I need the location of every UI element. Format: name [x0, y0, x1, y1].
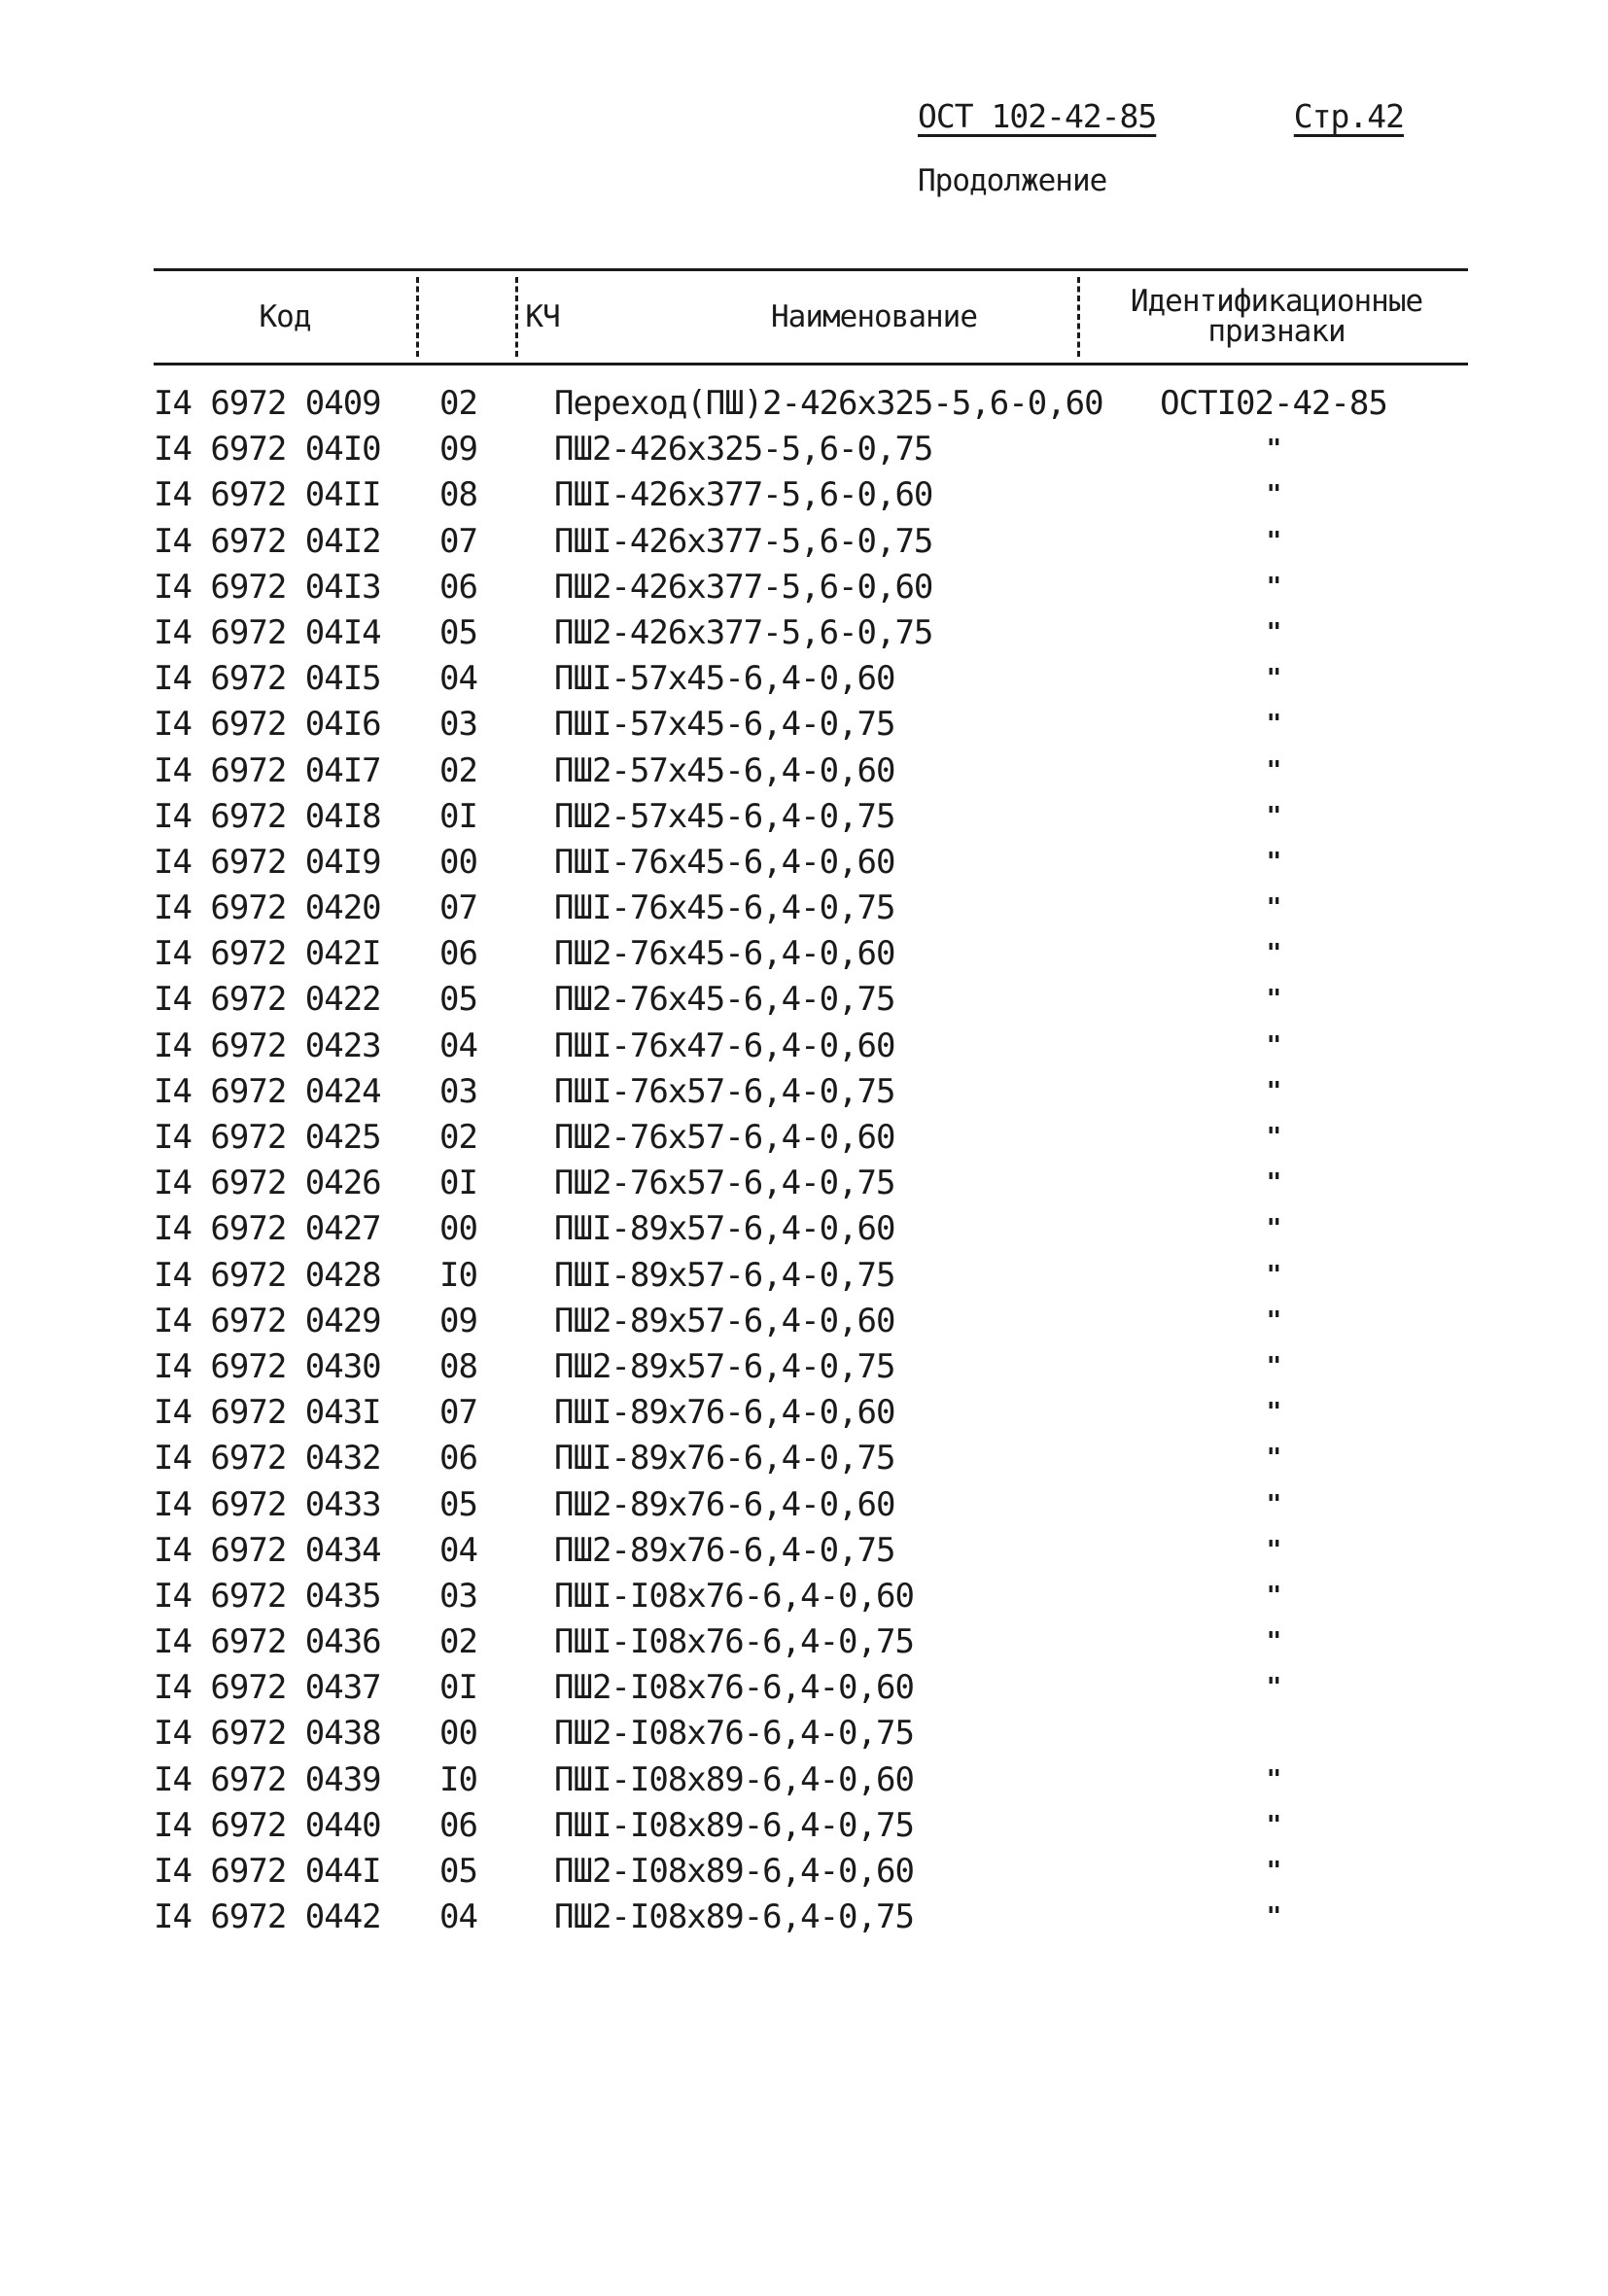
row-identification: "	[1266, 1535, 1281, 1565]
row-kch: 06	[439, 1805, 477, 1845]
table-row	[154, 519, 1468, 565]
row-name: ПШ2-426x377-5,6-0,60	[554, 567, 933, 607]
table-row	[154, 886, 1468, 931]
row-identification: "	[1266, 526, 1281, 556]
row-name: ПШI-89x57-6,4-0,75	[554, 1255, 895, 1295]
continuation-label: Продолжение	[918, 163, 1107, 198]
table-header	[154, 268, 1468, 365]
row-code: I4 6972 04I6	[154, 705, 381, 745]
table-row	[154, 840, 1468, 886]
row-kch: 00	[439, 842, 477, 882]
row-kch: 02	[439, 1118, 477, 1157]
row-kch: I0	[439, 1759, 477, 1799]
row-code: I4 6972 0429	[154, 1301, 381, 1340]
row-kch: 04	[439, 659, 477, 699]
row-name: ПШ2-I08x76-6,4-0,60	[554, 1668, 914, 1708]
row-code: I4 6972 0435	[154, 1576, 381, 1616]
row-code: I4 6972 042I	[154, 934, 381, 974]
row-name: ПШ2-426x377-5,6-0,75	[554, 612, 933, 652]
row-code: I4 6972 0432	[154, 1439, 381, 1478]
row-identification: "	[1266, 1351, 1281, 1381]
row-kch: 0I	[439, 1164, 477, 1203]
table-row	[154, 748, 1468, 794]
row-identification: "	[1266, 1810, 1281, 1840]
row-identification: "	[1266, 755, 1281, 785]
row-name: ПШI-57x45-6,4-0,75	[554, 705, 895, 745]
row-kch: 04	[439, 1530, 477, 1570]
row-identification: "	[1266, 1076, 1281, 1106]
row-code: I4 6972 04I2	[154, 521, 381, 561]
row-kch: 02	[439, 384, 477, 423]
standard-number: ОСТ 102-42-85	[918, 97, 1157, 135]
row-identification: "	[1266, 664, 1281, 694]
row-kch: 06	[439, 1439, 477, 1478]
row-name: ПШI-I08x76-6,4-0,75	[554, 1622, 914, 1662]
row-code: I4 6972 0428	[154, 1255, 381, 1295]
row-name: Переход(ПШ)2-426x325-5,6-0,60	[554, 384, 1103, 423]
row-code: I4 6972 04I3	[154, 567, 381, 607]
row-name: ПШ2-57x45-6,4-0,75	[554, 796, 895, 836]
row-name: ПШ2-89x76-6,4-0,60	[554, 1484, 895, 1524]
row-code: I4 6972 04I8	[154, 796, 381, 836]
row-code: I4 6972 04II	[154, 475, 381, 515]
table-row	[154, 1390, 1468, 1436]
table-row	[154, 1161, 1468, 1206]
row-kch: 03	[439, 705, 477, 745]
table-body	[154, 381, 1468, 1940]
table-row	[154, 1024, 1468, 1069]
row-kch: 08	[439, 1346, 477, 1386]
row-code: I4 6972 0433	[154, 1484, 381, 1524]
row-name: ПШI-76x45-6,4-0,60	[554, 842, 895, 882]
table-row	[154, 1344, 1468, 1390]
row-identification: "	[1266, 435, 1281, 465]
row-code: I4 6972 0423	[154, 1026, 381, 1065]
row-code: I4 6972 0440	[154, 1805, 381, 1845]
row-name: ПШI-I08x76-6,4-0,60	[554, 1576, 914, 1616]
row-identification: "	[1266, 1030, 1281, 1061]
table-row	[154, 1115, 1468, 1161]
table-row	[154, 1299, 1468, 1344]
row-identification: "	[1266, 1168, 1281, 1199]
row-code: I4 6972 0427	[154, 1209, 381, 1249]
row-identification: "	[1266, 1627, 1281, 1657]
table-row	[154, 1528, 1468, 1574]
row-code: I4 6972 0442	[154, 1897, 381, 1937]
row-identification: "	[1266, 801, 1281, 831]
row-kch: 09	[439, 430, 477, 470]
row-kch: 05	[439, 612, 477, 652]
row-name: ПШI-426x377-5,6-0,75	[554, 521, 933, 561]
row-kch: 0I	[439, 796, 477, 836]
row-name: ПШI-I08x89-6,4-0,75	[554, 1805, 914, 1845]
row-name: ПШ2-89x76-6,4-0,75	[554, 1530, 895, 1570]
row-kch: 05	[439, 980, 477, 1020]
row-name: ПШ2-89x57-6,4-0,75	[554, 1346, 895, 1386]
row-kch: 00	[439, 1209, 477, 1249]
row-identification: "	[1266, 1581, 1281, 1611]
document-header	[918, 97, 1404, 140]
row-code: I4 6972 0409	[154, 384, 381, 423]
row-identification: "	[1266, 1260, 1281, 1290]
row-name: ПШ2-76x45-6,4-0,75	[554, 980, 895, 1020]
row-name: ПШI-89x76-6,4-0,75	[554, 1439, 895, 1478]
row-name: ПШI-I08x89-6,4-0,60	[554, 1759, 914, 1799]
row-code: I4 6972 04I9	[154, 842, 381, 882]
row-name: ПШI-426x377-5,6-0,60	[554, 475, 933, 515]
row-kch: 04	[439, 1026, 477, 1065]
row-identification: ОСТI02-42-85	[1160, 384, 1387, 423]
table-row	[154, 1895, 1468, 1940]
column-header-kch: КЧ	[525, 298, 560, 334]
page-number: Стр.42	[1293, 97, 1404, 135]
row-code: I4 6972 04I0	[154, 430, 381, 470]
row-kch: 07	[439, 1393, 477, 1433]
table-row	[154, 610, 1468, 656]
row-kch: 0I	[439, 1668, 477, 1708]
row-kch: 06	[439, 567, 477, 607]
row-kch: 05	[439, 1484, 477, 1524]
column-header-id: Идентификационные признаки	[1130, 284, 1423, 349]
table-row	[154, 1803, 1468, 1849]
row-identification: "	[1266, 1398, 1281, 1428]
row-kch: 03	[439, 1576, 477, 1616]
row-name: ПШ2-426x325-5,6-0,75	[554, 430, 933, 470]
row-identification: "	[1266, 1673, 1281, 1703]
table-row	[154, 1069, 1468, 1115]
row-code: I4 6972 043I	[154, 1393, 381, 1433]
row-name: ПШ2-I08x89-6,4-0,60	[554, 1852, 914, 1891]
row-code: I4 6972 0438	[154, 1714, 381, 1754]
row-kch: I0	[439, 1255, 477, 1295]
row-code: I4 6972 044I	[154, 1852, 381, 1891]
row-kch: 02	[439, 750, 477, 790]
row-kch: 05	[439, 1852, 477, 1891]
row-name: ПШI-76x45-6,4-0,75	[554, 888, 895, 928]
table-row	[154, 794, 1468, 840]
table-row	[154, 1482, 1468, 1528]
row-code: I4 6972 0422	[154, 980, 381, 1020]
table-row	[154, 1619, 1468, 1665]
row-identification: "	[1266, 480, 1281, 510]
row-code: I4 6972 0420	[154, 888, 381, 928]
row-code: I4 6972 0430	[154, 1346, 381, 1386]
row-code: I4 6972 0437	[154, 1668, 381, 1708]
row-identification: "	[1266, 710, 1281, 740]
row-kch: 04	[439, 1897, 477, 1937]
table-row	[154, 381, 1468, 427]
row-identification: "	[1266, 985, 1281, 1015]
column-separator	[1077, 277, 1080, 357]
table-row	[154, 656, 1468, 702]
row-kch: 00	[439, 1714, 477, 1754]
row-kch: 07	[439, 888, 477, 928]
row-identification: "	[1266, 1305, 1281, 1336]
row-name: ПШI-57x45-6,4-0,60	[554, 659, 895, 699]
row-identification: "	[1266, 1764, 1281, 1794]
row-code: I4 6972 0425	[154, 1118, 381, 1157]
row-kch: 07	[439, 521, 477, 561]
row-identification: "	[1266, 1214, 1281, 1244]
row-code: I4 6972 0439	[154, 1759, 381, 1799]
row-kch: 06	[439, 934, 477, 974]
table-row	[154, 702, 1468, 748]
table-row	[154, 565, 1468, 610]
row-code: I4 6972 0436	[154, 1622, 381, 1662]
table-row	[154, 1757, 1468, 1803]
row-identification: "	[1266, 572, 1281, 602]
table-row	[154, 1253, 1468, 1299]
row-name: ПШ2-76x45-6,4-0,60	[554, 934, 895, 974]
row-name: ПШ2-89x57-6,4-0,60	[554, 1301, 895, 1340]
row-name: ПШI-89x76-6,4-0,60	[554, 1393, 895, 1433]
row-code: I4 6972 0426	[154, 1164, 381, 1203]
row-identification: "	[1266, 1444, 1281, 1474]
row-code: I4 6972 0434	[154, 1530, 381, 1570]
table-row	[154, 1574, 1468, 1619]
table-row	[154, 1436, 1468, 1481]
row-identification: "	[1266, 1489, 1281, 1519]
row-kch: 03	[439, 1071, 477, 1111]
table-row	[154, 472, 1468, 518]
row-code: I4 6972 04I4	[154, 612, 381, 652]
table-row	[154, 427, 1468, 472]
table-row	[154, 977, 1468, 1023]
row-kch: 08	[439, 475, 477, 515]
table-row	[154, 1711, 1468, 1757]
table-row	[154, 1206, 1468, 1252]
row-name: ПШ2-76x57-6,4-0,75	[554, 1164, 895, 1203]
row-name: ПШI-76x57-6,4-0,75	[554, 1071, 895, 1111]
column-header-name: Наименование	[771, 298, 977, 334]
row-code: I4 6972 04I7	[154, 750, 381, 790]
row-identification: "	[1266, 1123, 1281, 1152]
row-identification: "	[1266, 1902, 1281, 1932]
row-name: ПШ2-I08x76-6,4-0,75	[554, 1714, 914, 1754]
row-name: ПШ2-I08x89-6,4-0,75	[554, 1897, 914, 1937]
row-name: ПШ2-76x57-6,4-0,60	[554, 1118, 895, 1157]
row-kch: 09	[439, 1301, 477, 1340]
table-row	[154, 1849, 1468, 1895]
row-name: ПШ2-57x45-6,4-0,60	[554, 750, 895, 790]
row-name: ПШI-76x47-6,4-0,60	[554, 1026, 895, 1065]
row-identification: "	[1266, 1857, 1281, 1886]
table-row	[154, 931, 1468, 977]
row-identification: "	[1266, 617, 1281, 647]
row-identification: "	[1266, 939, 1281, 969]
row-name: ПШI-89x57-6,4-0,60	[554, 1209, 895, 1249]
row-identification: "	[1266, 847, 1281, 877]
row-identification: "	[1266, 893, 1281, 923]
table-row	[154, 1665, 1468, 1711]
row-code: I4 6972 0424	[154, 1071, 381, 1111]
column-header-code: Код	[259, 298, 311, 334]
row-code: I4 6972 04I5	[154, 659, 381, 699]
row-kch: 02	[439, 1622, 477, 1662]
